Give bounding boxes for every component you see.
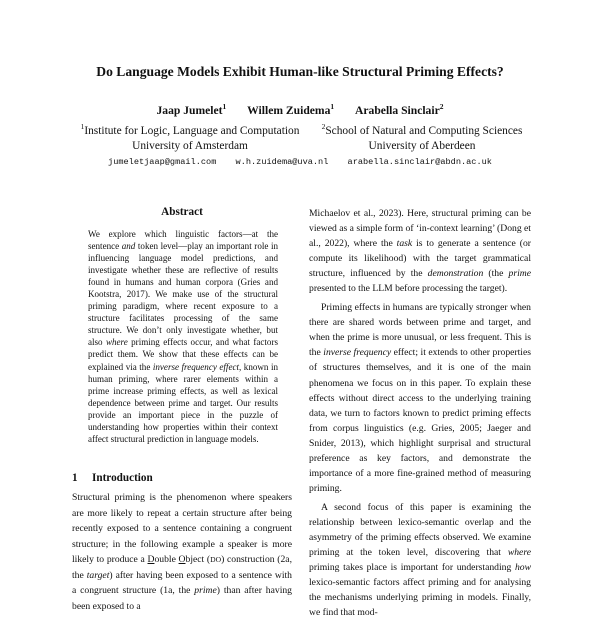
author: Arabella Sinclair$^2$ bbox=[355, 102, 444, 117]
author-list bbox=[0, 104, 600, 117]
email: jumeletjaap@gmail.com bbox=[108, 157, 217, 167]
email: w.h.zuidema@uva.nl bbox=[235, 157, 329, 167]
paragraph: A second focus of this paper is examining the relationship between lexico-semantic overlap and the asymmetry of the priming effects observed. We examine priming at the token level, discovering that where priming takes place is important for understanding how lexico-semantic factors affect priming and for analysing the mechanisms underlying priming in models. Finally, we find that mod- bbox=[309, 501, 531, 619]
right-column bbox=[309, 206, 531, 620]
introduction-text: Structural priming is the phenomenon where speakers are more likely to repeat a certain structure after being recently exposed to a sentence containing a congruent structure; in the following example a speaker is more likely to produce a Double Object (DO) construction (2a, the target) after having been exposed to a sentence with a congruent structure (1a, the prime) than after having been exposed to a bbox=[72, 492, 292, 612]
paragraph: Priming effects in humans are typically stronger when there are shared words between prime and target, and when the prime is more unusual, or less frequent. This is the inverse frequency effect; it extends to other properties of structures themselves, and it is one of the main phenomena we focus on in this paper. To explain these effects without direct access to the underlying training data, we turn to factors known to predict priming effects from corpus linguistics (e.g. Gries, 2005; Jaeger and Snider, 2013), which highlight surprisal and structural preference as key factors, and demonstrate the importance of a more fine-grained method of measuring priming. bbox=[309, 302, 531, 494]
author-emails bbox=[0, 157, 600, 167]
paragraph: Michaelov et al., 2023). Here, structural priming can be viewed as a simple form of ‘in-context learning’ (Dong et al., 2022), where the task is to generate a sentence (or compute its likelihood) with the target grammatical structure, influenced by the demonstration (the prime presented to the LLM before processing the target). bbox=[309, 208, 531, 295]
abstract-heading: Abstract bbox=[161, 206, 203, 218]
email: arabella.sinclair@abdn.ac.uk bbox=[347, 157, 492, 167]
section-heading-introduction: 1 Introduction bbox=[72, 472, 153, 484]
affiliation-aberdeen: $^2$School of Natural and Computing Sciences University of Aberdeen bbox=[321, 122, 523, 152]
author: Jaap Jumelet$^1$ bbox=[156, 102, 227, 117]
paper-title: Do Language Models Exhibit Human-like Structural Priming Effects? bbox=[96, 64, 504, 79]
affiliation-amsterdam: $^1$Institute for Logic, Language and Computation University of Amsterdam bbox=[80, 122, 300, 152]
abstract-text: We explore which linguistic factors—at the sentence and token level—play an important role in influencing language model predictions, and investigate whether these are reflective of results found in humans and human corpora (Gries and Kootstra, 2017). We make use of the structural priming paradigm, where recent exposure to a structure facilitates processing of the same structure. We don’t only investigate whether, but also where priming effects occur, and what factors predict them. We show that these effects can be explained via the inverse frequency effect, known in human priming, where rarer elements within a prime increase priming effects, as well as lexical dependence between prime and target. Our results provide an important piece in the puzzle of understanding how properties within their context affect structural prediction in language models. bbox=[88, 229, 279, 444]
author: Willem Zuidema$^1$ bbox=[247, 102, 335, 117]
